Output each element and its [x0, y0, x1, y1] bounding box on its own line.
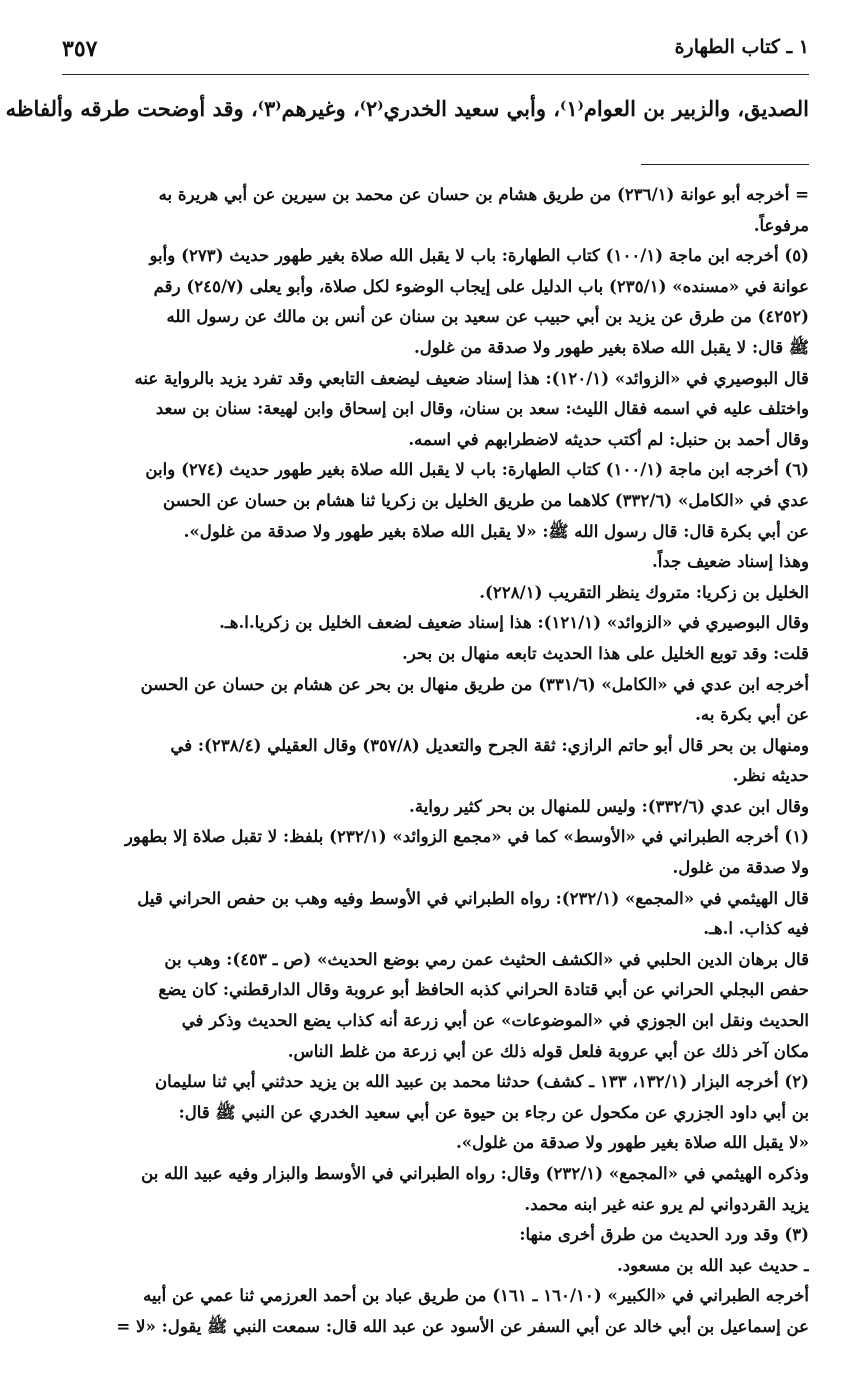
footnote-line: بن أبي داود الجزري عن مكحول عن رجاء بن حيوة عن أبي سعيد الخدري عن النبي ﷺ قال:: [178, 1101, 809, 1122]
footnote-line: ومنهال بن بحر قال أبو حاتم الرازي: ثقة الجرح والتعديل (٣٥٧/٨) وقال العقيلي (٢٣٨/٤): في: [170, 734, 809, 755]
footnote-separator: [641, 164, 809, 165]
footnote-line: وذكره الهيثمي في «المجمع» (٢٣٢/١) وقال: رواه الطبراني في الأوسط والبزار وفيه عبيد الله بن: [141, 1163, 809, 1183]
footnote-line: حفص البجلي الحراني عن أبي قتادة الحراني كذبه الحافظ أبو عروبة وقال الدارقطني: كان يضع: [158, 979, 809, 1000]
footnote-line: «لا يقبل الله صلاة بغير طهور ولا صدقة من غلول».: [456, 1132, 809, 1153]
footnote-line: عن إسماعيل بن أبي خالد عن أبي السفر عن الأسود عن عبد الله قال: سمعت النبي ﷺ يقول: «لا =: [116, 1315, 809, 1336]
footnote-line: (٤٢٥٢) من طرق عن يزيد بن أبي حبيب عن سعيد بن سنان عن أنس بن مالك عن رسول الله: [166, 306, 809, 327]
footnote-line: قال برهان الدين الحلبي في «الكشف الحثيث عمن رمي بوضع الحديث» (ص ـ ٤٥٣): وهب بن: [164, 948, 809, 969]
footnote-line: قال البوصيري في «الزوائد» (١٢٠/١): هذا إسناد ضعيف ليضعف التابعي وقد تفرد يزيد بالرواية عنه: [134, 367, 809, 388]
chapter-title: ١ ـ كتاب الطهارة: [674, 36, 809, 58]
footnote-line: عن أبي بكرة قال: قال رسول الله ﷺ: «لا يقبل الله صلاة بغير طهور ولا صدقة من غلول».: [183, 520, 809, 541]
footnotes: [62, 179, 809, 1342]
footnote-line: أخرجه الطبراني في «الكبير» (١٦٠/١٠ ـ ١٦١) من طريق عباد بن أحمد العرزمي ثنا عمي عن أبيه: [143, 1285, 809, 1306]
footnote-line: قلت: وقد توبع الخليل على هذا الحديث تابعه منهال بن بحر.: [401, 642, 809, 663]
page-header: [62, 0, 809, 62]
footnote-line: الحديث ونقل ابن الجوزي في «الموضوعات» عن أبي زرعة أنه كذاب يضع الحديث وذكر في: [181, 1010, 809, 1031]
footnote-line: ـ حديث عبد الله بن مسعود.: [617, 1254, 809, 1275]
footnote-line: (٦) أخرجه ابن ماجة (١٠٠/١) كتاب الطهارة: باب لا يقبل الله صلاة بغير طهور حديث (٢٧٤) وابن: [145, 459, 809, 480]
footnote-line: وقال ابن عدي (٣٣٢/٦): وليس للمنهال بن بحر كثير رواية.: [409, 795, 809, 816]
footnote-line: عن أبي بكرة به.: [695, 704, 809, 725]
footnote-line: الخليل بن زكريا: متروك ينظر التقريب (٢٢٨/١).: [479, 581, 809, 602]
footnote-line: ﷺ قال: لا يقبل الله صلاة بغير طهور ولا صدقة من غلول.: [414, 336, 809, 357]
footnote-line: = أخرجه أبو عوانة (٢٣٦/١) من طريق هشام بن حسان عن محمد بن سيرين عن أبي هريرة به: [158, 184, 809, 204]
footnote-line: حديثه نظر.: [732, 765, 809, 786]
footnote-line: وقال البوصيري في «الزوائد» (١٢١/١): هذا إسناد ضعيف لضعف الخليل بن زكريا.ا.هـ.: [219, 612, 809, 633]
footnote-line: واختلف عليه في اسمه فقال الليث: سعد بن سنان، وقال ابن إسحاق وابن لهيعة: سنان بن سعد: [155, 398, 809, 419]
footnote-line: مكان آخر ذلك عن أبي عروبة فلعل قوله ذلك عن أبي زرعة من غلط الناس.: [287, 1040, 809, 1061]
footnote-line: (١) أخرجه الطبراني في «الأوسط» كما في «مجمع الزوائد» (٢٣٢/١) بلفظ: لا تقبل صلاة إلا بطهور: [124, 826, 809, 847]
footnote-line: وقال أحمد بن حنبل: لم أكتب حديثه لاضطرابهم في اسمه.: [408, 428, 809, 449]
footnote-line: قال الهيثمي في «المجمع» (٢٣٢/١): رواه الطبراني في الأوسط وفيه وهب بن حفص الحراني قيل: [137, 887, 809, 908]
footnote-line: (٢) أخرجه البزار (١٣٢/١، ١٣٣ ـ كشف) حدثنا محمد بن عبيد الله بن يزيد حدثني أبي ثنا سليمان: [155, 1071, 809, 1092]
footnote-line: عدي في «الكامل» (٣٣٢/٦) كلاهما من طريق الخليل بن زكريا ثنا هشام بن حسان عن الحسن: [163, 489, 809, 510]
footnote-line: أخرجه ابن عدي في «الكامل» (٣٣١/٦) من طريق منهال بن بحر عن هشام بن حسان عن الحسن: [140, 673, 809, 694]
footnote-line: مرفوعاً.: [753, 214, 809, 235]
footnote-line: وهذا إسناد ضعيف جداً.: [651, 551, 809, 572]
footnote-line: (٥) أخرجه ابن ماجة (١٠٠/١) كتاب الطهارة: باب لا يقبل الله صلاة بغير طهور حديث (٢٧٣) وأبو: [149, 245, 809, 266]
header-rule: [62, 74, 809, 75]
footnote-line: يزيد القردواني لم يرو عنه غير ابنه محمد.: [524, 1193, 809, 1214]
footnote-line: (٣) وقد ورد الحديث من طرق أخرى منها:: [519, 1224, 809, 1245]
footnote-line: عوانة في «مسنده» (٢٣٥/١) باب الدليل على إيجاب الوضوء لكل صلاة، وأبو يعلى (٢٤٥/٧) رقم: [153, 275, 809, 296]
footnote-line: ولا صدقة من غلول.: [672, 857, 809, 878]
footnote-line: فيه كذاب. ا.هـ.: [703, 918, 809, 939]
page-number: ٣٥٧: [62, 36, 98, 62]
main-text-line: الصديق، والزبير بن العوام⁽١⁾، وأبي سعيد الخدري⁽٢⁾، وغيرهم⁽٣⁾، وقد أوضحت طرقه وألفاظه: [5, 96, 809, 121]
